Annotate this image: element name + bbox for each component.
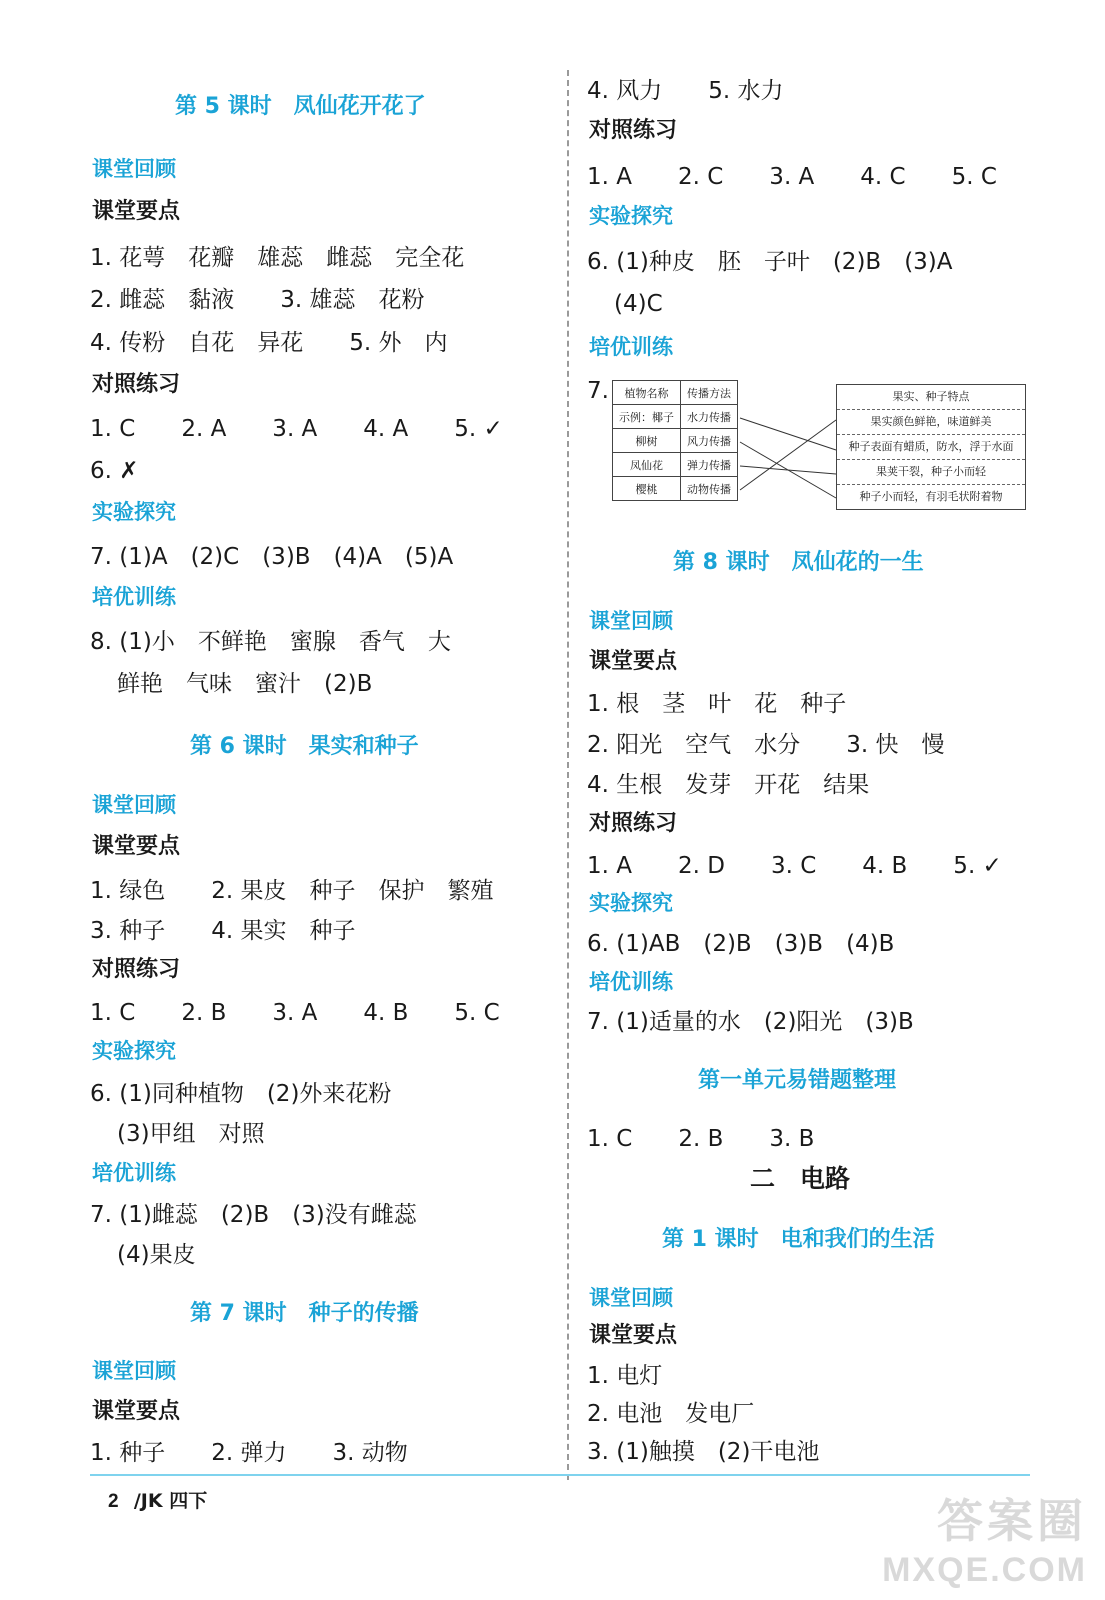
answer-row: 1. C 2. B 3. B (587, 1126, 815, 1152)
fruit-trait: 种子表面有蜡质，防水，浮于水面 (837, 435, 1025, 460)
section-review: 课堂回顾 (92, 793, 176, 817)
table-cell: 弹力传播 (681, 453, 738, 477)
fruit-trait: 果荚干裂，种子小而轻 (837, 460, 1025, 485)
lesson-8-title: 第 8 课时 凤仙花的一生 (673, 550, 924, 575)
section-review: 课堂回顾 (589, 609, 673, 633)
answer-row: 1. A 2. D 3. C 4. B 5. ✓ (587, 853, 1002, 879)
answer-row: 1. 种子 2. 弹力 3. 动物 (90, 1440, 408, 1466)
section-experiment: 实验探究 (589, 891, 673, 915)
dispersal-method-table (612, 380, 738, 501)
answer-row: (4)果皮 (117, 1242, 196, 1268)
fruit-trait: 果实颜色鲜艳，味道鲜美 (837, 410, 1025, 435)
section-training: 培优训练 (92, 1161, 176, 1185)
answer-row: 1. 电灯 (587, 1363, 663, 1389)
section-keypoints: 课堂要点 (92, 834, 181, 859)
section-keypoints: 课堂要点 (589, 1323, 678, 1348)
section-practice: 对照练习 (589, 118, 678, 143)
answer-row: 4. 风力 5. 水力 (587, 78, 784, 104)
table-cell: 植物名称 (613, 381, 681, 405)
lesson-6-title: 第 6 课时 果实和种子 (190, 734, 419, 759)
section-experiment: 实验探究 (92, 1039, 176, 1063)
watermark-line1: 答案圈 (937, 1495, 1087, 1547)
answer-row: 7. (1)A (2)C (3)B (4)A (5)A (90, 544, 454, 570)
table-cell: 樱桃 (613, 477, 681, 501)
page-number: 2 (108, 1491, 119, 1512)
section-review: 课堂回顾 (92, 1359, 176, 1383)
section-practice: 对照练习 (92, 372, 181, 397)
answer-row: 3. 种子 4. 果实 种子 (90, 918, 356, 944)
match-line (740, 418, 836, 450)
fruit-trait: 果实、种子特点 (837, 385, 1025, 410)
answer-row: 8. (1)小 不鲜艳 蜜腺 香气 大 (90, 629, 451, 655)
answer-row: 6. (1)种皮 胚 子叶 (2)B (3)A (587, 249, 953, 275)
table-cell: 传播方法 (681, 381, 738, 405)
section-experiment: 实验探究 (92, 500, 176, 524)
question-number: 7. (587, 378, 609, 404)
match-line (740, 466, 836, 474)
fruit-trait-box (836, 384, 1026, 510)
unit-2-lesson-1-title: 第 1 课时 电和我们的生活 (662, 1227, 935, 1252)
answer-row: 1. C 2. B 3. A 4. B 5. C (90, 1000, 500, 1026)
answer-row: 2. 雌蕊 黏液 3. 雄蕊 花粉 (90, 287, 425, 313)
section-review: 课堂回顾 (92, 157, 176, 181)
section-keypoints: 课堂要点 (92, 1399, 181, 1424)
book-code: /JK 四下 (133, 1490, 208, 1512)
table-cell: 凤仙花 (613, 453, 681, 477)
answer-row: 2. 阳光 空气 水分 3. 快 慢 (587, 732, 945, 758)
page-footer (108, 1486, 207, 1513)
column-divider (567, 70, 569, 1480)
answer-row: (4)C (614, 291, 663, 317)
answer-row: 6. (1)AB (2)B (3)B (4)B (587, 931, 895, 957)
answer-row: 4. 生根 发芽 开花 结果 (587, 772, 870, 798)
watermark-line2: MXQE.COM (882, 1551, 1087, 1589)
matching-lines (738, 380, 838, 510)
table-cell: 水力传播 (681, 405, 738, 429)
section-training: 培优训练 (589, 970, 673, 994)
section-practice: 对照练习 (92, 957, 181, 982)
answer-row: 1. C 2. A 3. A 4. A 5. ✓ (90, 416, 503, 442)
table-cell: 柳树 (613, 429, 681, 453)
match-line (740, 420, 836, 490)
answer-row: 2. 电池 发电厂 (587, 1401, 755, 1427)
answer-row: 3. (1)触摸 (2)干电池 (587, 1439, 820, 1465)
answer-row: 鲜艳 气味 蜜汁 (2)B (117, 671, 373, 697)
section-training: 培优训练 (92, 585, 176, 609)
table-cell: 动物传播 (681, 477, 738, 501)
answer-row: 6. (1)同种植物 (2)外来花粉 (90, 1081, 392, 1107)
answer-row: 1. A 2. C 3. A 4. C 5. C (587, 164, 997, 190)
unit-2-title: 二 电路 (750, 1164, 851, 1193)
table-cell: 风力传播 (681, 429, 738, 453)
section-training: 培优训练 (589, 335, 673, 359)
answer-row: 4. 传粉 自花 异花 5. 外 内 (90, 330, 448, 356)
answer-row: 1. 根 茎 叶 花 种子 (587, 691, 847, 717)
answer-row: 6. ✗ (90, 458, 139, 484)
answer-row: (3)甲组 对照 (117, 1121, 265, 1147)
unit-1-errors-title: 第一单元易错题整理 (698, 1068, 897, 1093)
footer-rule (90, 1474, 1030, 1476)
lesson-7-title: 第 7 课时 种子的传播 (190, 1301, 419, 1326)
lesson-5-title: 第 5 课时 凤仙花开花了 (175, 94, 426, 119)
fruit-trait: 种子小而轻，有羽毛状附着物 (859, 490, 1003, 503)
answer-row: 7. (1)雌蕊 (2)B (3)没有雌蕊 (90, 1202, 417, 1228)
section-experiment: 实验探究 (589, 204, 673, 228)
section-review: 课堂回顾 (589, 1286, 673, 1310)
section-keypoints: 课堂要点 (92, 199, 181, 224)
answer-row: 7. (1)适量的水 (2)阳光 (3)B (587, 1009, 914, 1035)
section-practice: 对照练习 (589, 811, 678, 836)
answer-row: 1. 花萼 花瓣 雄蕊 雌蕊 完全花 (90, 245, 465, 271)
section-keypoints: 课堂要点 (589, 649, 678, 674)
answer-row: 1. 绿色 2. 果皮 种子 保护 繁殖 (90, 878, 494, 904)
table-cell: 示例：椰子 (613, 405, 681, 429)
watermark-logo (882, 1485, 1087, 1590)
